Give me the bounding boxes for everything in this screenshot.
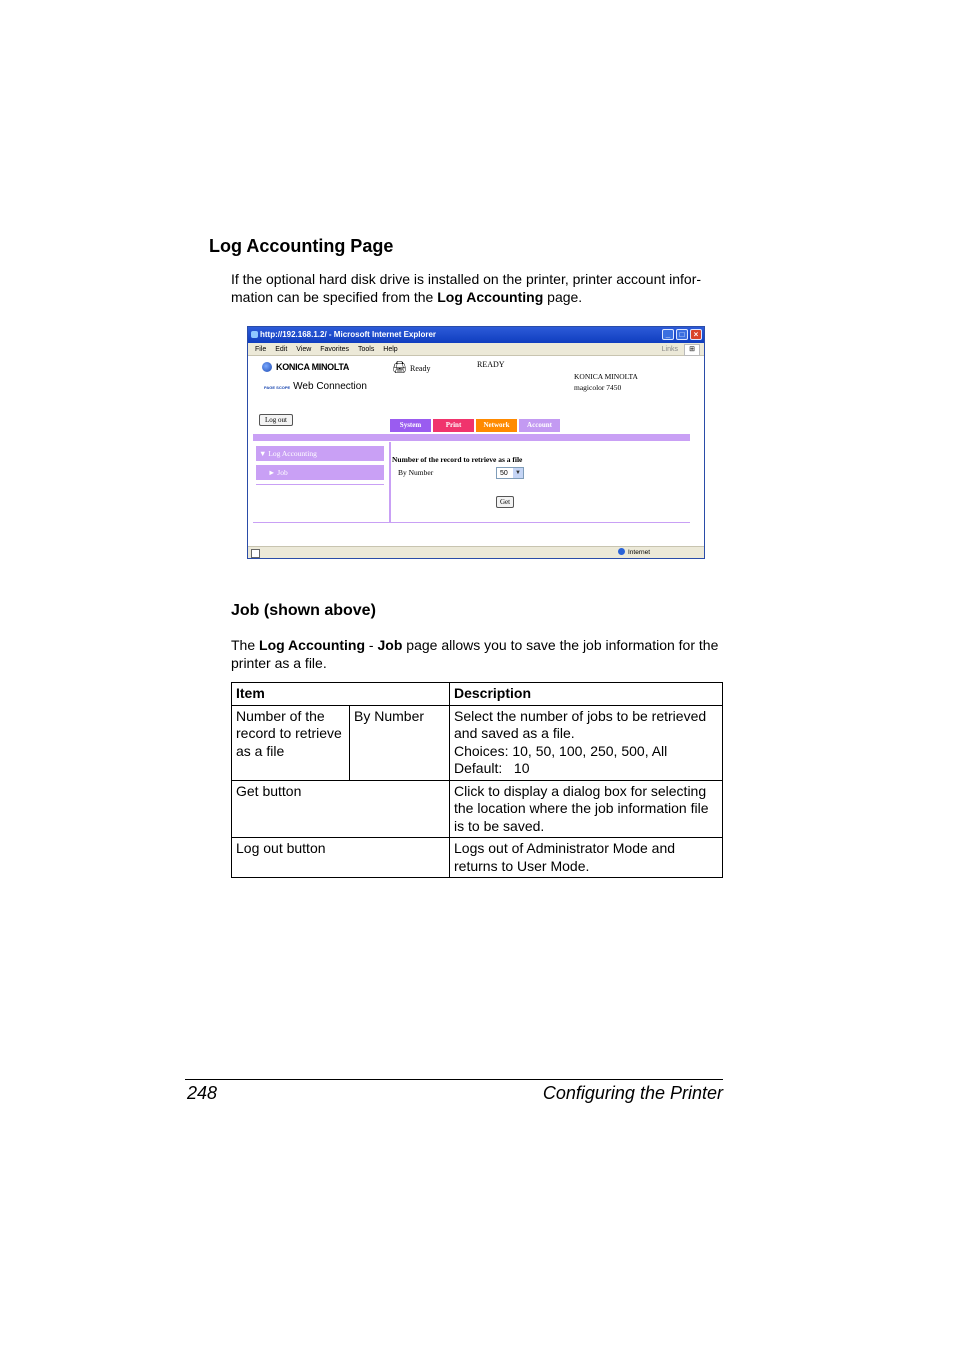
logout-button[interactable]: Log out	[259, 414, 293, 426]
maximize-icon[interactable]: □	[676, 329, 688, 340]
by-number-label: By Number	[398, 468, 434, 477]
by-number-value: 50	[500, 470, 508, 477]
row2-description: Click to display a dialog box for selecting the location where the job information file is to be saved.	[450, 780, 723, 838]
pagescope-mark: PAGE SCOPE	[264, 385, 291, 390]
menu-favorites[interactable]: Favorites	[320, 346, 350, 353]
globe-logo-icon	[262, 362, 272, 372]
links-label[interactable]: Links	[661, 346, 678, 353]
sidebar-divider	[256, 484, 384, 485]
printer-status-label: Ready	[410, 364, 431, 373]
model-brand: KONICA MINOLTA	[574, 372, 638, 381]
chapter-title: Configuring the Printer	[542, 1083, 723, 1103]
browser-screenshot	[247, 326, 705, 559]
model-name: magicolor 7450	[574, 383, 622, 392]
chevron-down-icon[interactable]: ▼	[513, 468, 523, 478]
page-icon	[251, 549, 260, 558]
by-number-select[interactable]	[496, 467, 524, 479]
subsection-title: Job (shown above)	[231, 602, 376, 619]
browser-title-bar	[248, 327, 704, 343]
close-icon[interactable]: ×	[690, 329, 702, 340]
row3-item: Log out button	[232, 838, 450, 878]
page-number: 248	[187, 1083, 218, 1103]
table-header-row	[232, 683, 723, 706]
minimize-icon[interactable]: _	[662, 329, 674, 340]
get-button[interactable]: Get	[496, 496, 514, 508]
ie-icon	[251, 331, 258, 338]
printer-status: READY	[477, 360, 505, 369]
record-label: Number of the record to retrieve as a file	[392, 455, 523, 464]
row3-description: Logs out of Administrator Mode and returns to User Mode.	[450, 838, 723, 878]
content-bottom-divider	[253, 522, 690, 523]
menu-tools[interactable]: Tools	[358, 346, 375, 353]
job-paragraph: The Log Accounting - Job page allows you to save the job information for the printer as a file.	[231, 637, 719, 671]
tab-print[interactable]: Print	[433, 419, 474, 432]
job-settings-table	[231, 682, 723, 878]
browser-status-bar	[248, 546, 704, 558]
row2-item: Get button	[232, 780, 450, 838]
table-row	[232, 780, 723, 838]
intro-paragraph: If the optional hard disk drive is installed on the printer, printer account infor-mation can be specified from the Log Accounting page.	[231, 271, 702, 305]
sidebar-vertical-divider	[389, 442, 391, 522]
sidebar-item-job[interactable]: ► Job	[256, 465, 384, 480]
row1-description: Select the number of jobs to be retrieved and saved as a file. Choices: 10, 50, 100, 250, 500, All Default: 10	[450, 705, 723, 780]
browser-title-text: http://192.168.1.2/ - Microsoft Internet Explorer	[260, 330, 437, 339]
header-description: Description	[450, 683, 723, 706]
web-connection-label: Web Connection	[293, 381, 367, 392]
pagescope-logo	[264, 381, 367, 392]
section-title: Log Accounting Page	[209, 236, 394, 256]
menu-help[interactable]: Help	[383, 346, 398, 353]
tab-underline-bar	[253, 434, 690, 441]
table-row	[232, 838, 723, 878]
tab-network[interactable]: Network	[476, 419, 517, 432]
tab-account[interactable]: Account	[519, 419, 560, 432]
security-zone: Internet	[618, 547, 650, 558]
printer-icon: 🖨	[392, 360, 408, 374]
sidebar-section-log-accounting[interactable]: ▼ Log Accounting	[256, 446, 384, 461]
footer-rule	[185, 1079, 723, 1080]
row1-subitem: By Number	[350, 705, 450, 780]
header-item: Item	[232, 683, 450, 706]
internet-globe-icon	[618, 548, 625, 555]
table-row	[232, 705, 723, 780]
menu-view[interactable]: View	[296, 346, 312, 353]
menu-edit[interactable]: Edit	[275, 346, 288, 353]
menu-file[interactable]: File	[255, 346, 267, 353]
tab-system[interactable]: System	[390, 419, 431, 432]
row1-item: Number of the record to retrieve as a file	[232, 705, 350, 780]
konica-minolta-logo: KONICA MINOLTA	[262, 362, 349, 372]
windows-flag-icon: ⊞	[684, 344, 700, 356]
browser-menu-bar	[248, 343, 704, 356]
